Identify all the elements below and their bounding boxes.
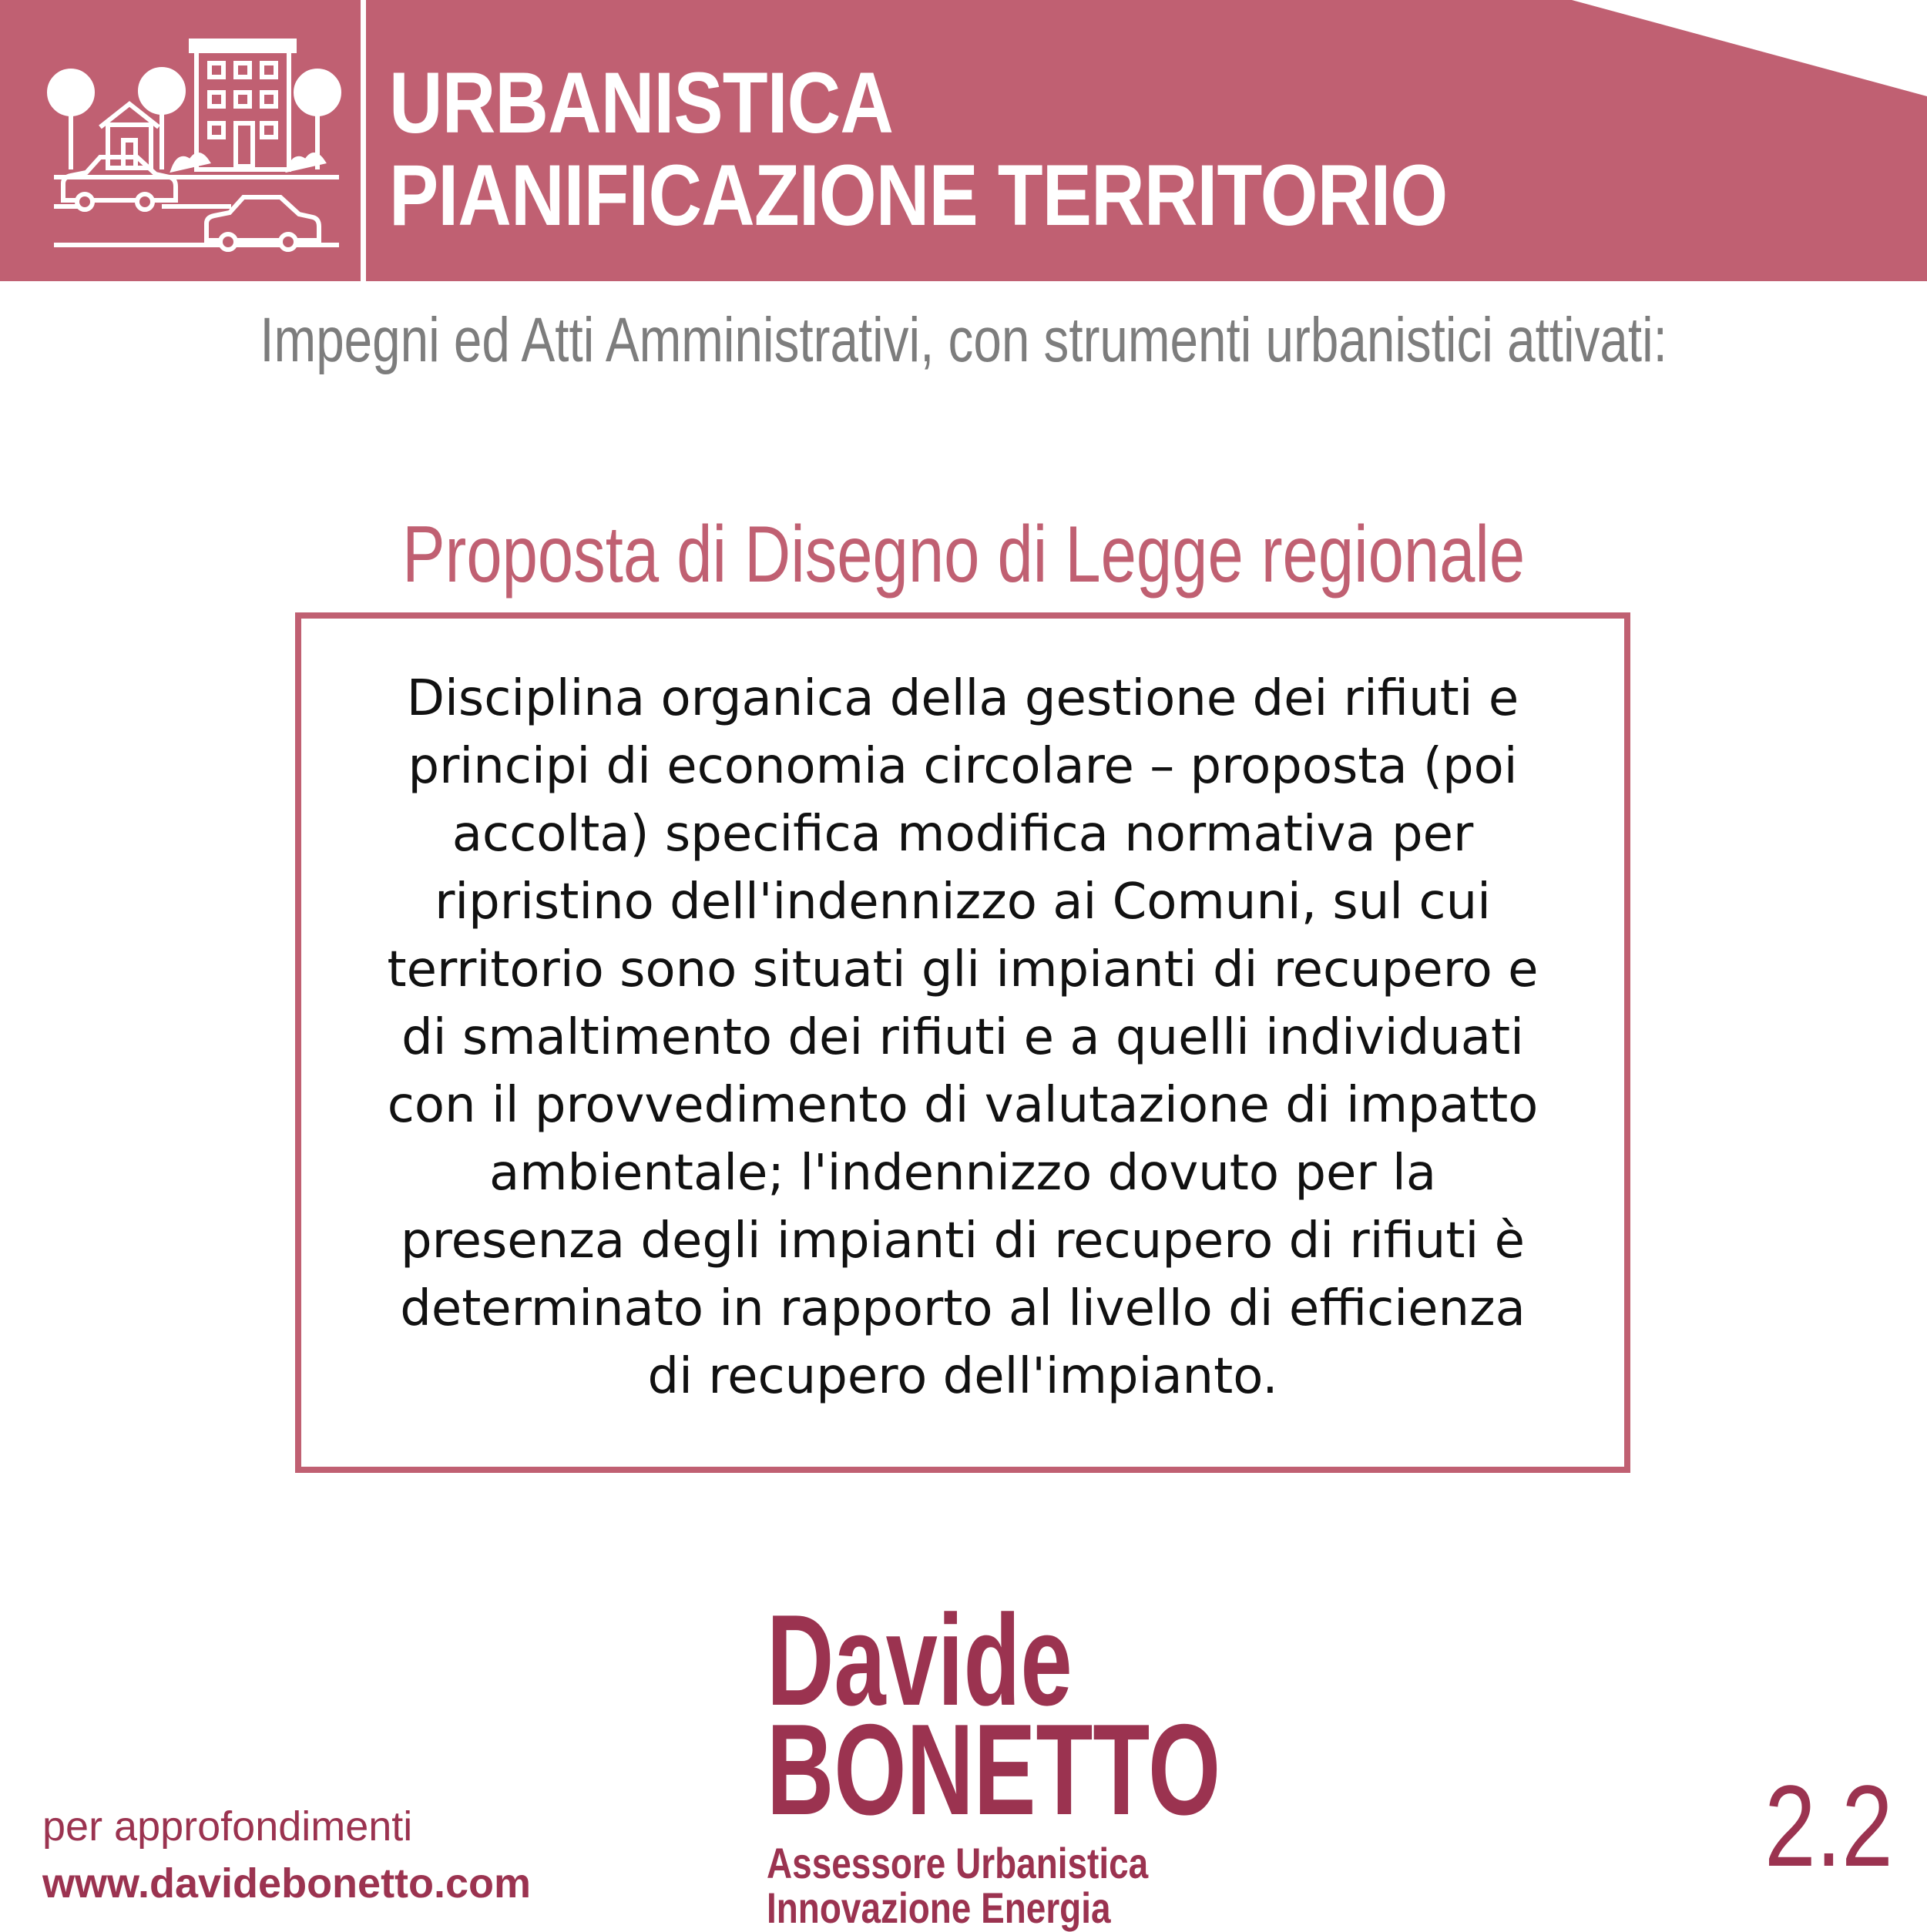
body-line: principi di economia circolare – proposta (poi <box>408 738 1518 795</box>
body-line: determinato in rapporto al livello di efficienza <box>400 1280 1526 1337</box>
header-title <box>389 55 1448 243</box>
body-line: con il provvedimento di valutazione di impatto <box>387 1077 1539 1134</box>
page-subtitle <box>0 302 1927 379</box>
header-banner <box>0 0 1927 281</box>
brand-role-line-2: Innovazione Energia <box>767 1883 1111 1932</box>
page-subtitle-text: Impegni ed Atti Amministrativi, con strumenti urbanistici attivati: <box>260 305 1667 375</box>
body-line: Disciplina organica della gestione dei rifiuti e <box>406 670 1519 727</box>
section-heading <box>0 508 1927 601</box>
body-line: di smaltimento dei rifiuti e a quelli individuati <box>401 1009 1524 1066</box>
header-title-line-2: PIANIFICAZIONE TERRITORIO <box>389 147 1448 243</box>
city-street-icon <box>46 39 351 254</box>
page-number: 2.2 <box>1764 1761 1893 1890</box>
section-heading-text: Proposta di Disegno di Legge regionale <box>401 510 1526 599</box>
body-line: accolta) specifica modifica normativa per <box>452 806 1474 863</box>
content-box <box>295 612 1630 1473</box>
footer-info <box>42 1803 531 1909</box>
brand-role-line-1: Assessore Urbanistica <box>767 1839 1149 1887</box>
banner-divider <box>361 0 366 281</box>
body-line: territorio sono situati gli impianti di recupero e <box>387 941 1539 998</box>
brand-last-name: BONETTO <box>767 1697 1221 1842</box>
website-link[interactable]: www.davidebonetto.com <box>42 1860 532 1907</box>
brand-logo <box>767 1588 1221 1932</box>
body-line: ripristino dell'indennizzo ai Comuni, sul cui <box>435 874 1491 931</box>
content-body <box>332 665 1593 1410</box>
body-line: ambientale; l'indennizzo dovuto per la <box>488 1145 1437 1202</box>
body-line: di recupero dell'impianto. <box>647 1348 1278 1405</box>
body-line: presenza degli impianti di recupero di rifiuti è <box>401 1213 1525 1270</box>
brand-first-name: Davide <box>767 1588 1073 1732</box>
header-title-line-1: URBANISTICA <box>389 55 894 151</box>
footer-label: per approfondimenti <box>42 1803 413 1850</box>
